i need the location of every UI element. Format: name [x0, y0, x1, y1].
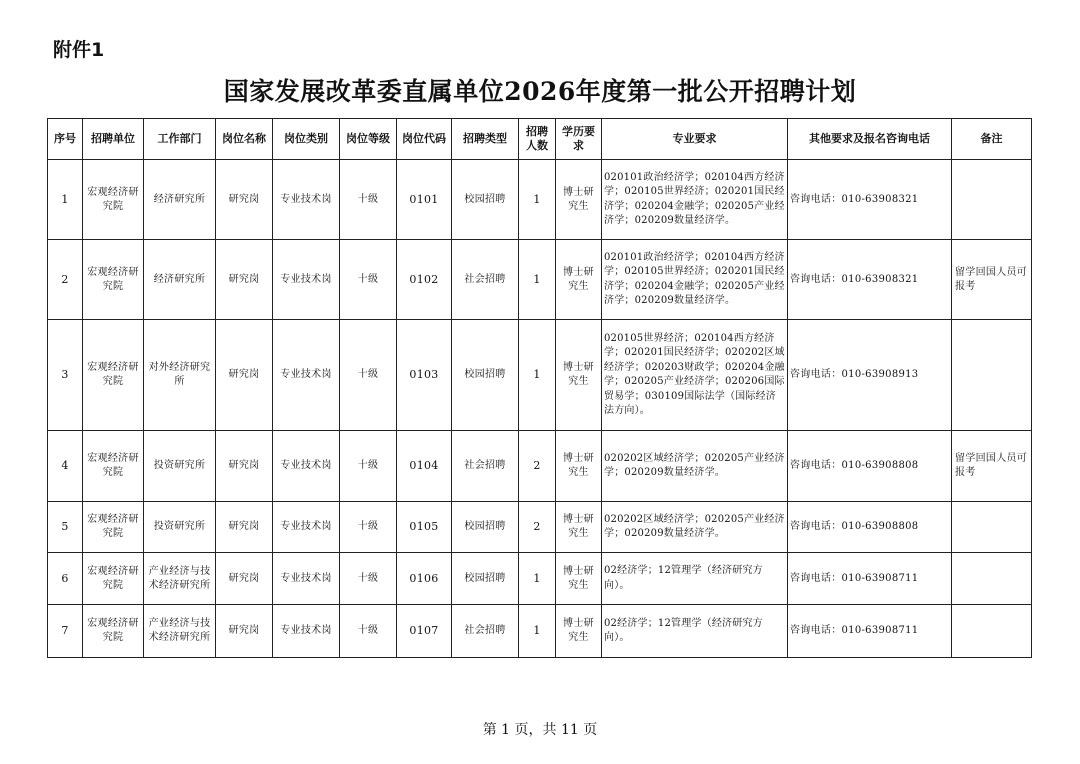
- cell-seq: 6: [48, 553, 83, 605]
- cell-other: 咨询电话：010-63908711: [788, 605, 952, 658]
- table-row: [48, 160, 1032, 240]
- cell-remark: 留学回国人员可报考: [952, 431, 1032, 502]
- cell-code: 0104: [397, 431, 452, 502]
- cell-count: 1: [519, 553, 556, 605]
- cell-dept: 产业经济与技术经济研究所: [144, 553, 216, 605]
- cell-seq: 4: [48, 431, 83, 502]
- cell-post-type: 专业技术岗: [273, 160, 340, 240]
- cell-code: 0103: [397, 320, 452, 431]
- cell-dept: 对外经济研究所: [144, 320, 216, 431]
- header-post-name: 岗位名称: [216, 119, 273, 160]
- cell-level: 十级: [340, 320, 397, 431]
- cell-count: 2: [519, 502, 556, 553]
- header-dept: 工作部门: [144, 119, 216, 160]
- cell-recruit-type: 校园招聘: [452, 502, 519, 553]
- cell-post-type: 专业技术岗: [273, 320, 340, 431]
- table-row: [48, 431, 1032, 502]
- table-row: [48, 605, 1032, 658]
- cell-code: 0105: [397, 502, 452, 553]
- cell-level: 十级: [340, 553, 397, 605]
- cell-education: 博士研究生: [556, 240, 602, 320]
- header-education: 学历要求: [556, 119, 602, 160]
- cell-remark: [952, 605, 1032, 658]
- cell-dept: 投资研究所: [144, 431, 216, 502]
- cell-remark: [952, 320, 1032, 431]
- header-recruit-type: 招聘类型: [452, 119, 519, 160]
- cell-major: 020202区域经济学；020205产业经济学；020209数量经济学。: [602, 502, 788, 553]
- cell-level: 十级: [340, 431, 397, 502]
- table-row: [48, 320, 1032, 431]
- cell-dept: 经济研究所: [144, 240, 216, 320]
- cell-count: 2: [519, 431, 556, 502]
- cell-count: 1: [519, 160, 556, 240]
- cell-dept: 产业经济与技术经济研究所: [144, 605, 216, 658]
- cell-post-name: 研究岗: [216, 502, 273, 553]
- cell-post-name: 研究岗: [216, 320, 273, 431]
- cell-code: 0102: [397, 240, 452, 320]
- cell-post-type: 专业技术岗: [273, 502, 340, 553]
- table-row: [48, 502, 1032, 553]
- page-title: 国家发展改革委直属单位2026年度第一批公开招聘计划: [223, 77, 857, 106]
- table-row: [48, 240, 1032, 320]
- cell-count: 1: [519, 320, 556, 431]
- cell-post-type: 专业技术岗: [273, 431, 340, 502]
- cell-unit: 宏观经济研究院: [83, 240, 144, 320]
- cell-education: 博士研究生: [556, 605, 602, 658]
- attachment-label: 附件1: [53, 39, 105, 61]
- cell-remark: 留学回国人员可报考: [952, 240, 1032, 320]
- header-unit: 招聘单位: [83, 119, 144, 160]
- cell-seq: 1: [48, 160, 83, 240]
- cell-remark: [952, 553, 1032, 605]
- cell-other: 咨询电话：010-63908808: [788, 502, 952, 553]
- cell-other: 咨询电话：010-63908321: [788, 160, 952, 240]
- header-post-type: 岗位类别: [273, 119, 340, 160]
- cell-post-type: 专业技术岗: [273, 240, 340, 320]
- cell-recruit-type: 社会招聘: [452, 431, 519, 502]
- cell-recruit-type: 社会招聘: [452, 240, 519, 320]
- cell-major: 020202区域经济学；020205产业经济学；020209数量经济学。: [602, 431, 788, 502]
- cell-unit: 宏观经济研究院: [83, 431, 144, 502]
- header-remark: 备注: [952, 119, 1032, 160]
- cell-count: 1: [519, 605, 556, 658]
- cell-seq: 3: [48, 320, 83, 431]
- cell-post-name: 研究岗: [216, 431, 273, 502]
- header-count: 招聘人数: [519, 119, 556, 160]
- cell-post-type: 专业技术岗: [273, 605, 340, 658]
- cell-code: 0107: [397, 605, 452, 658]
- cell-post-name: 研究岗: [216, 553, 273, 605]
- recruitment-plan-table: [47, 118, 1032, 658]
- cell-recruit-type: 校园招聘: [452, 553, 519, 605]
- cell-unit: 宏观经济研究院: [83, 605, 144, 658]
- cell-level: 十级: [340, 240, 397, 320]
- cell-education: 博士研究生: [556, 320, 602, 431]
- cell-other: 咨询电话：010-63908711: [788, 553, 952, 605]
- cell-dept: 投资研究所: [144, 502, 216, 553]
- cell-other: 咨询电话：010-63908321: [788, 240, 952, 320]
- cell-unit: 宏观经济研究院: [83, 320, 144, 431]
- cell-other: 咨询电话：010-63908913: [788, 320, 952, 431]
- header-seq: 序号: [48, 119, 83, 160]
- cell-recruit-type: 社会招聘: [452, 605, 519, 658]
- header-other: 其他要求及报名咨询电话: [788, 119, 952, 160]
- cell-post-type: 专业技术岗: [273, 553, 340, 605]
- cell-other: 咨询电话：010-63908808: [788, 431, 952, 502]
- cell-seq: 7: [48, 605, 83, 658]
- table-header-row: [48, 119, 1032, 160]
- cell-major: 02经济学；12管理学（经济研究方向）。: [602, 553, 788, 605]
- table-row: [48, 553, 1032, 605]
- cell-seq: 2: [48, 240, 83, 320]
- cell-level: 十级: [340, 605, 397, 658]
- cell-education: 博士研究生: [556, 502, 602, 553]
- cell-remark: [952, 502, 1032, 553]
- cell-major: 020101政治经济学；020104西方经济学；020105世界经济；020201国民经济学；020204金融学；020205产业经济学；020209数量经济学。: [602, 160, 788, 240]
- cell-post-name: 研究岗: [216, 160, 273, 240]
- cell-level: 十级: [340, 160, 397, 240]
- cell-seq: 5: [48, 502, 83, 553]
- header-level: 岗位等级: [340, 119, 397, 160]
- cell-post-name: 研究岗: [216, 605, 273, 658]
- cell-level: 十级: [340, 502, 397, 553]
- header-code: 岗位代码: [397, 119, 452, 160]
- cell-remark: [952, 160, 1032, 240]
- cell-unit: 宏观经济研究院: [83, 502, 144, 553]
- cell-education: 博士研究生: [556, 431, 602, 502]
- cell-recruit-type: 校园招聘: [452, 160, 519, 240]
- cell-dept: 经济研究所: [144, 160, 216, 240]
- cell-unit: 宏观经济研究院: [83, 553, 144, 605]
- page-footer: 第 1 页，共 11 页: [482, 722, 598, 738]
- cell-major: 02经济学；12管理学（经济研究方向）。: [602, 605, 788, 658]
- cell-unit: 宏观经济研究院: [83, 160, 144, 240]
- cell-education: 博士研究生: [556, 553, 602, 605]
- cell-count: 1: [519, 240, 556, 320]
- cell-code: 0101: [397, 160, 452, 240]
- cell-education: 博士研究生: [556, 160, 602, 240]
- cell-major: 020101政治经济学；020104西方经济学；020105世界经济；020201国民经济学；020204金融学；020205产业经济学；020209数量经济学。: [602, 240, 788, 320]
- cell-post-name: 研究岗: [216, 240, 273, 320]
- cell-code: 0106: [397, 553, 452, 605]
- cell-recruit-type: 校园招聘: [452, 320, 519, 431]
- header-major: 专业要求: [602, 119, 788, 160]
- cell-major: 020105世界经济；020104西方经济学；020201国民经济学；020202区域经济学；020203财政学；020204金融学；020205产业经济学；020206国际贸易学；030109国际法学（国际经济法方向）。: [602, 320, 788, 431]
